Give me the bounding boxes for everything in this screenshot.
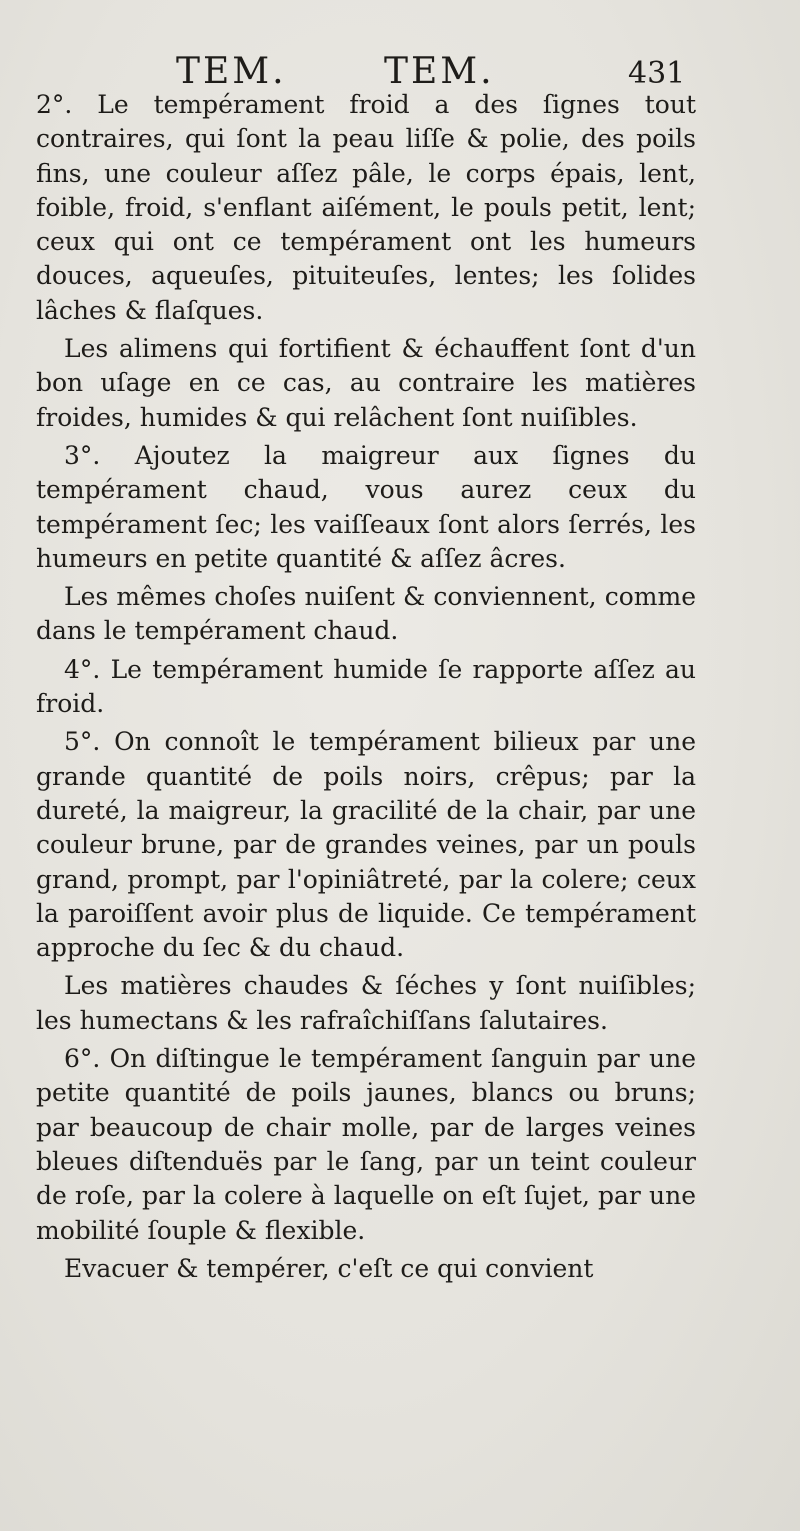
- paragraph-sanguine-remedies: Evacuer & tempérer, c'eſt ce qui convient: [64, 1253, 594, 1283]
- paragraph-cold-temperament: 2°. Le tempérament froid a des ſignes tout contraires, qui ſont la peau liſſe & polie, des poils fins, une couleur aſſez pâle, le corps épais, lent, foible, froid, s'enflant aiſément, le pouls petit, lent; ceux qui ont ce tempérament ont les humeurs douces, aqueuſes, pituiteuſes, lentes; les ſolides lâches & flaſques.: [36, 90, 696, 325]
- paragraph-humid-temperament: 4°. Le tempérament humide ſe rapporte aſſez au froid.: [36, 654, 696, 719]
- body-text: [36, 88, 696, 1290]
- paragraph-dry-temperament: 3°. Ajoutez la maigreur aux ſignes du tempérament chaud, vous aurez ceux du tempérament ſec; les vaiſſeaux ſont alors ſerrés, les humeurs en petite quantité & aſſez âcres.: [36, 440, 696, 573]
- header-right-word: TEM.: [384, 51, 495, 92]
- paragraph-cold-foods: Les alimens qui fortifient & échauffent ſont d'un bon uſage en ce cas, au contraire les matières froides, humides & qui relâchent ſont nuiſibles.: [36, 334, 696, 432]
- page-number: 431: [628, 56, 686, 91]
- paragraph-sanguine-temperament: 6°. On diſtingue le tempérament ſanguin par une petite quantité de poils jaunes, blancs ou bruns; par beaucoup de chair molle, par de larges veines bleues diſtenduës par le ſang, par un teint couleur de roſe, par la colere à laquelle on eſt ſujet, par une mobilité ſouple & flexible.: [36, 1044, 696, 1245]
- paragraph-bilious-remedies: Les matières chaudes & ſéches y ſont nuiſibles; les humectans & les rafraîchiſſans ſalutaires.: [36, 971, 696, 1035]
- header-left-word: TEM.: [176, 51, 287, 92]
- running-header: [0, 52, 800, 92]
- paragraph-dry-remedies: Les mêmes choſes nuiſent & conviennent, comme dans le tempérament chaud.: [36, 582, 696, 646]
- paragraph-bilious-temperament: 5°. On connoît le tempérament bilieux par une grande quantité de poils noirs, crêpus; par la dureté, la maigreur, la gracilité de la chair, par une couleur brune, par de grandes veines, par un pouls grand, prompt, par l'opiniâtreté, par la colere; ceux la paroiſſent avoir plus de liquide. Ce tempérament approche du ſec & du chaud.: [36, 727, 696, 963]
